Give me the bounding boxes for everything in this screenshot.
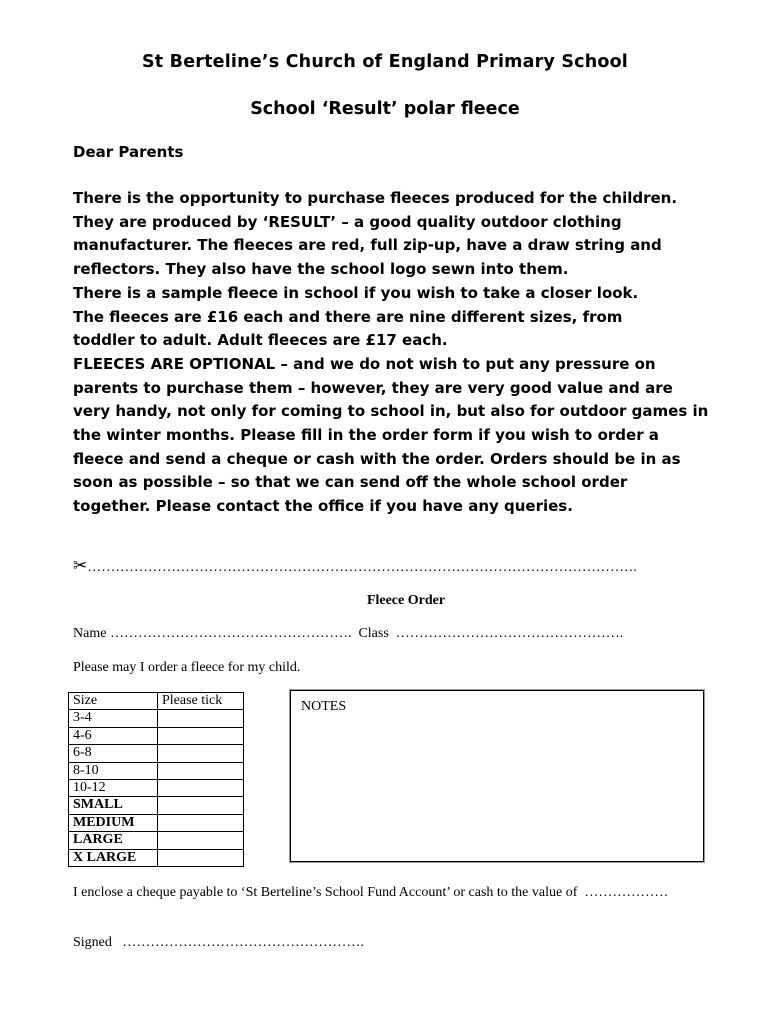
- table-row: [69, 710, 244, 727]
- greeting: Dear Parents: [73, 143, 184, 161]
- letter-line: soon as possible – so that we can send off the whole school order: [73, 473, 628, 492]
- name-class-row: [73, 626, 623, 642]
- name-field[interactable]: …………………………………………….: [109, 626, 352, 641]
- tick-cell[interactable]: [158, 832, 244, 849]
- size-label: 3-4: [69, 710, 158, 727]
- tick-cell[interactable]: [158, 745, 244, 762]
- class-label: Class: [358, 626, 389, 641]
- signed-label: Signed: [73, 935, 112, 950]
- tick-cell[interactable]: [158, 762, 244, 779]
- size-label: 10-12: [69, 779, 158, 796]
- letter-body: [73, 187, 763, 519]
- size-header: Size: [69, 693, 158, 710]
- letter-subtitle: School ‘Result’ polar fleece: [250, 99, 520, 119]
- letter-line: manufacturer. The fleeces are red, full zip-up, have a draw string and: [73, 236, 662, 255]
- table-row: [69, 762, 244, 779]
- table-row: [69, 745, 244, 762]
- signature-field[interactable]: …………………………………………….: [122, 935, 364, 950]
- table-row: [69, 727, 244, 744]
- tick-cell[interactable]: [158, 814, 244, 831]
- letter-line: the winter months. Please fill in the order form if you wish to order a: [73, 426, 659, 445]
- notes-label: NOTES: [301, 699, 347, 714]
- school-name: St Berteline’s Church of England Primary School: [142, 52, 628, 72]
- letter-line: together. Please contact the office if you have any queries.: [73, 497, 573, 516]
- tick-cell[interactable]: [158, 727, 244, 744]
- letter-line: They are produced by ‘RESULT’ – a good quality outdoor clothing: [73, 212, 622, 231]
- amount-field[interactable]: ………………: [584, 885, 669, 900]
- table-header-row: [69, 693, 244, 710]
- enclose-text: I enclose a cheque payable to ‘St Berteline’s School Fund Account’ or cash to the value of: [73, 885, 578, 900]
- size-label: 8-10: [69, 762, 158, 779]
- size-label: 4-6: [69, 727, 158, 744]
- order-request: Please may I order a fleece for my child.: [73, 660, 301, 675]
- size-label: LARGE: [69, 832, 158, 849]
- cut-line: [73, 556, 637, 576]
- letter-line: There is a sample fleece in school if you wish to take a closer look.: [73, 283, 639, 302]
- size-label: X LARGE: [69, 849, 158, 866]
- letter-line: very handy, not only for coming to school in, but also for outdoor games in: [73, 402, 709, 421]
- letter-line: The fleeces are £16 each and there are nine different sizes, from: [73, 307, 623, 326]
- tick-cell[interactable]: [158, 710, 244, 727]
- tick-cell[interactable]: [158, 779, 244, 796]
- table-row: [69, 779, 244, 796]
- letter-line: fleece and send a cheque or cash with the order. Orders should be in as: [73, 449, 681, 468]
- size-label: SMALL: [69, 797, 158, 814]
- table-row: [69, 797, 244, 814]
- table-row: [69, 849, 244, 866]
- letter-line: FLEECES ARE OPTIONAL – and we do not wish to put any pressure on: [73, 354, 656, 373]
- class-field[interactable]: ………………………………………….: [395, 626, 624, 641]
- letter-line: parents to purchase them – however, they are very good value and are: [73, 378, 673, 397]
- signature-line: [73, 935, 364, 951]
- name-label: Name: [73, 626, 107, 641]
- table-row: [69, 814, 244, 831]
- tick-cell[interactable]: [158, 797, 244, 814]
- letter-line: There is the opportunity to purchase fleeces produced for the children.: [73, 189, 678, 207]
- size-label: 6-8: [69, 745, 158, 762]
- cut-dots: ……………………………………………………………………………………………………….: [87, 560, 637, 575]
- scissors-icon: ✂: [73, 556, 88, 575]
- payment-line: [73, 885, 668, 901]
- notes-box[interactable]: [290, 690, 704, 862]
- tick-cell[interactable]: [158, 849, 244, 866]
- size-table: [68, 692, 244, 867]
- letter-line: reflectors. They also have the school logo sewn into them.: [73, 260, 569, 279]
- letter-line: toddler to adult. Adult fleeces are £17 each.: [73, 331, 448, 350]
- tick-header: Please tick: [158, 693, 244, 710]
- order-form-title: Fleece Order: [366, 593, 446, 608]
- table-row: [69, 832, 244, 849]
- size-label: MEDIUM: [69, 814, 158, 831]
